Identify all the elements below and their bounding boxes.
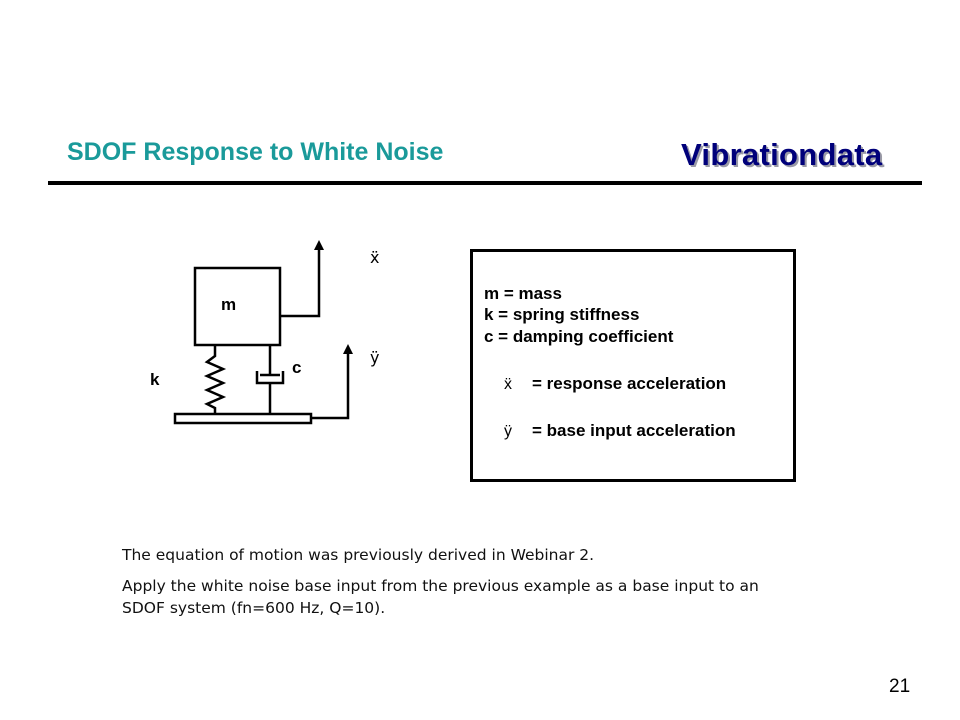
- legend-spring: k = spring stiffness: [484, 305, 640, 324]
- sdof-diagram: [140, 228, 400, 433]
- legend-response-def: = response acceleration: [532, 374, 727, 393]
- response-arrow: [280, 248, 319, 316]
- spring: [207, 345, 223, 414]
- damper-label: c: [292, 358, 302, 377]
- response-arrowhead: [314, 240, 324, 250]
- legend-box: [470, 249, 796, 482]
- base-plate: [175, 414, 311, 423]
- legend-base-symbol: ÿ: [504, 423, 512, 440]
- legend-base-def: = base input acceleration: [532, 421, 736, 440]
- paragraph-equation: The equation of motion was previously derived in Webinar 2.: [122, 546, 595, 564]
- title-divider: [48, 181, 922, 185]
- vibrationdata-logo: Vibrationdata: [681, 137, 883, 172]
- mass-block: [195, 268, 280, 345]
- slide-title: SDOF Response to White Noise: [67, 138, 444, 166]
- response-symbol: ẍ: [370, 248, 380, 267]
- page-number: 21: [889, 676, 911, 697]
- spring-label: k: [150, 370, 160, 389]
- legend-mass: m = mass: [484, 284, 562, 303]
- paragraph-apply: Apply the white noise base input from the previous example as a base input to an SDOF system (fn=600 Hz, Q=10).: [122, 577, 759, 617]
- base-symbol: ÿ: [370, 348, 380, 367]
- legend-damping: c = damping coefficient: [484, 327, 674, 346]
- body-text: [122, 544, 762, 628]
- legend-response-symbol: ẍ: [504, 376, 512, 393]
- base-input-arrowhead: [343, 344, 353, 354]
- base-input-arrow: [311, 353, 348, 418]
- mass-label: m: [221, 295, 237, 314]
